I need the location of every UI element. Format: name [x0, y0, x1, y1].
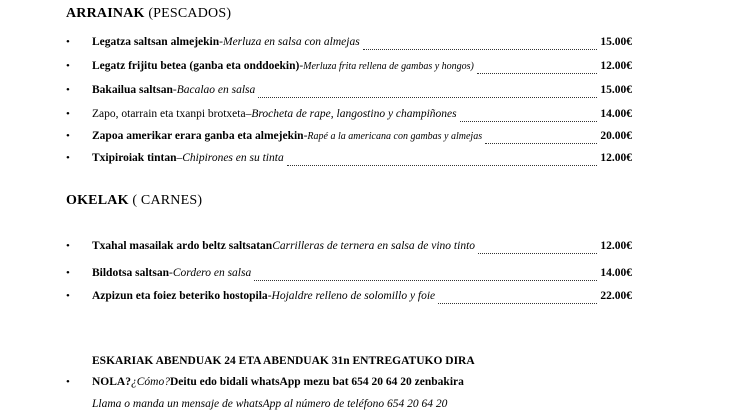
item-name: Legatz frijitu betea (ganba eta onddoekin)	[92, 60, 300, 72]
item-price: 15.00€	[600, 84, 632, 96]
item-desc: Merluza en salsa con almejas	[222, 36, 360, 48]
bullet-icon: •	[66, 376, 70, 388]
item-name: Legatza saltsan almejekin	[92, 36, 220, 48]
item-desc: Merluza frita rellena de gambas y hongos)	[303, 61, 474, 72]
dot-leader	[477, 65, 597, 74]
dot-leader	[460, 113, 598, 122]
notice-subline: Llama o manda un mensaje de whatsApp al número de teléfono 654 20 64 20	[92, 398, 448, 410]
menu-item	[66, 60, 632, 76]
dot-leader	[478, 245, 597, 254]
item-sep: -	[172, 84, 177, 96]
bullet-icon: •	[66, 84, 70, 96]
item-name: Zapo, otarrain eta txanpi brotxeta	[92, 108, 246, 120]
item-sep: –	[245, 108, 252, 120]
bullet-icon: •	[66, 267, 70, 279]
item-price: 22.00€	[600, 290, 632, 302]
bullet-icon: •	[66, 36, 70, 48]
dot-leader	[438, 295, 597, 304]
item-price: 14.00€	[600, 108, 632, 120]
item-sep: –	[176, 152, 183, 164]
item-price: 12.00€	[600, 152, 632, 164]
item-name: Azpizun eta foiez beteriko hostopila	[92, 290, 268, 302]
menu-item	[66, 36, 632, 52]
bullet-icon: •	[66, 108, 70, 120]
item-name: Bildotsa saltsan	[92, 267, 170, 279]
menu-item	[66, 290, 632, 306]
dot-leader	[287, 157, 598, 166]
meat-title-bold: OKELAK	[66, 193, 129, 208]
dot-leader	[258, 89, 597, 98]
meat-section-title	[66, 193, 202, 209]
bullet-icon: •	[66, 60, 70, 72]
item-sep: -	[219, 36, 223, 48]
item-price: 12.00€	[600, 60, 632, 72]
item-name: Txipiroiak tintan	[92, 152, 177, 164]
item-sep: -	[299, 60, 304, 72]
item-desc: Rapé a la americana con gambas y almejas	[307, 131, 483, 142]
item-desc: Carrilleras de ternera en salsa de vino tinto	[272, 240, 476, 252]
item-desc: Bacalao en salsa	[176, 84, 256, 96]
notice-how-bold: NOLA?	[92, 376, 131, 388]
item-name: Txahal masailak ardo beltz saltsatan	[92, 240, 273, 252]
item-sep: -	[303, 130, 308, 142]
bullet-icon: •	[66, 152, 70, 164]
item-name: Zapoa amerikar erara ganba eta almejekin	[92, 130, 304, 142]
item-desc: Cordero en salsa	[172, 267, 252, 279]
dot-leader	[363, 41, 598, 50]
bullet-icon: •	[66, 240, 70, 252]
bullet-icon: •	[66, 130, 70, 142]
dot-leader	[254, 272, 597, 281]
item-price: 15.00€	[600, 36, 632, 48]
fish-title-paren: (PESCADOS)	[148, 6, 232, 21]
menu-item	[66, 267, 632, 283]
notice-line	[66, 376, 464, 388]
dot-leader	[485, 135, 597, 144]
menu-item	[66, 240, 632, 256]
bullet-icon: •	[66, 290, 70, 302]
item-price: 20.00€	[600, 130, 632, 142]
notice-title: ESKARIAK ABENDUAK 24 ETA ABENDUAK 31n ENTREGATUKO DIRA	[92, 355, 475, 367]
menu-item	[66, 130, 632, 146]
item-sep: -	[267, 290, 272, 302]
notice-how-rest: Deitu edo bidali whatsApp mezu bat 654 20 64 20 zenbakira	[169, 376, 464, 388]
fish-title-bold: ARRAINAK	[66, 6, 145, 21]
menu-item	[66, 152, 632, 168]
notice-how-italic: ¿Cómo?	[130, 376, 170, 388]
item-price: 14.00€	[600, 267, 632, 279]
item-sep: -	[169, 267, 173, 279]
fish-section-title	[66, 6, 231, 22]
item-desc: Brocheta de rape, langostino y champiñones	[251, 108, 457, 120]
menu-item	[66, 84, 632, 100]
item-name: Bakailua saltsan	[92, 84, 173, 96]
item-desc: Chipirones en su tinta	[182, 152, 284, 164]
menu-item	[66, 108, 632, 124]
item-price: 12.00€	[600, 240, 632, 252]
meat-title-paren: ( CARNES)	[132, 193, 203, 208]
item-desc: Hojaldre relleno de solomillo y foie	[271, 290, 436, 302]
